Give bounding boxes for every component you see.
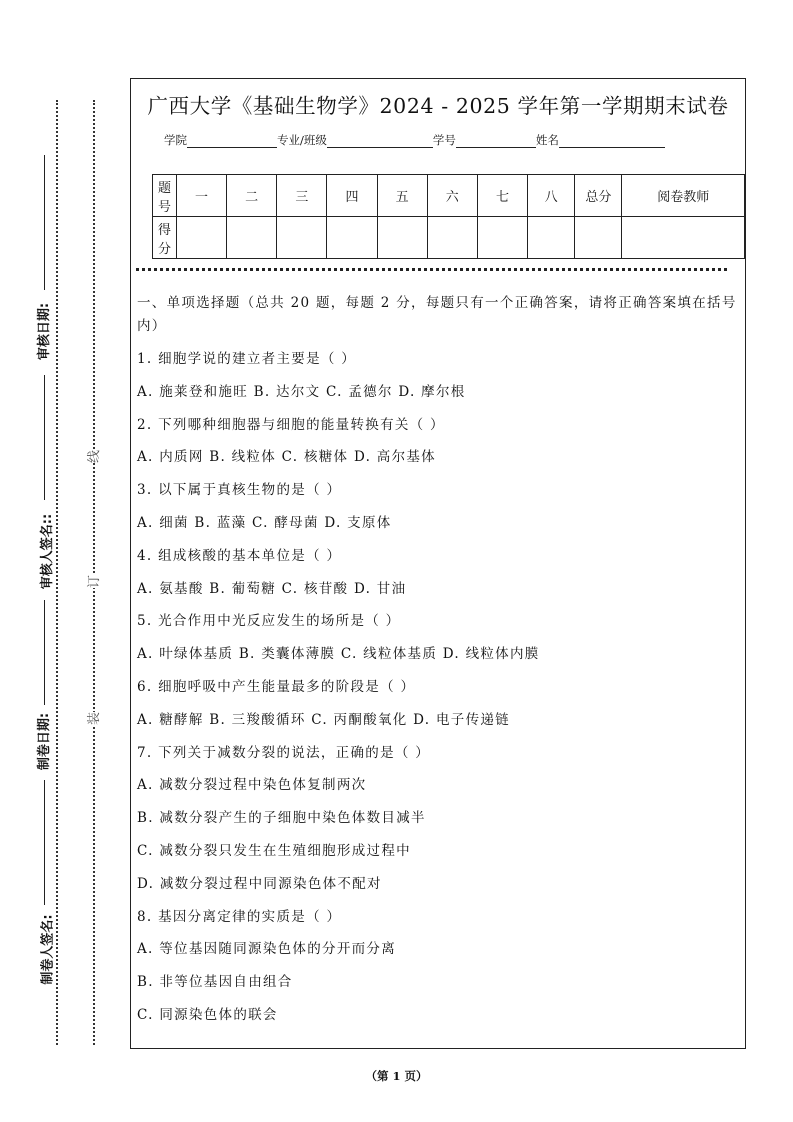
header-cell: 八 <box>528 175 575 217</box>
answer-option: A. 细菌 B. 蓝藻 C. 酵母菌 D. 支原体 <box>137 514 392 531</box>
make-date-label: 制卷日期: <box>37 712 53 771</box>
header-cell: 七 <box>477 175 527 217</box>
separator <box>136 268 727 271</box>
review-date-label: 审核日期: <box>37 302 53 361</box>
question-stem: 1. 细胞学说的建立者主要是（ ） <box>137 351 357 367</box>
score-cell[interactable] <box>176 217 226 259</box>
answer-option: B. 减数分裂产生的子细胞中染色体数目减半 <box>137 810 426 827</box>
header-cell: 一 <box>176 175 226 217</box>
header-cell: 五 <box>377 175 427 217</box>
major-field[interactable] <box>327 133 433 148</box>
binding-mark-line: 线 <box>83 450 102 463</box>
name-field[interactable] <box>559 133 665 148</box>
maker-signature-label: 制卷人签名: <box>40 914 56 985</box>
question-stem: 8. 基因分离定律的实质是（ ） <box>137 908 342 925</box>
question-stem: 6. 细胞呼吸中产生能量最多的阶段是（ ） <box>137 678 416 695</box>
answer-option: A. 糖酵解 B. 三羧酸循环 C. 丙酮酸氧化 D. 电子传递链 <box>137 711 510 728</box>
name-label: 姓名 <box>535 133 559 147</box>
college-label: 学院 <box>164 133 187 147</box>
header-cell: 阅卷教师 <box>622 175 745 217</box>
header-cell: 二 <box>227 175 277 217</box>
answer-option: D. 减数分裂过程中同源染色体不配对 <box>137 875 382 892</box>
score-cell[interactable] <box>377 217 427 259</box>
answer-option: A. 减数分裂过程中染色体复制两次 <box>137 777 367 794</box>
score-table <box>152 174 745 259</box>
header-cell: 题号 <box>153 175 177 217</box>
question-section <box>137 292 737 1032</box>
score-cell[interactable] <box>327 217 377 259</box>
answer-option: C. 减数分裂只发生在生殖细胞形成过程中 <box>137 842 411 859</box>
score-cell[interactable] <box>528 217 575 259</box>
header-cell: 六 <box>427 175 477 217</box>
answer-option: A. 叶绿体基质 B. 类囊体薄膜 C. 线粒体基质 D. 线粒体内膜 <box>137 646 540 663</box>
question-stem: 4. 组成核酸的基本单位是（ ） <box>137 547 342 564</box>
exam-title: 广西大学《基础生物学》2024 - 2025 学年第一学期期末试卷 <box>147 94 729 118</box>
college-field[interactable] <box>187 133 277 148</box>
binding-mark-order: 订 <box>83 575 102 588</box>
answer-option: A. 氨基酸 B. 葡萄糖 C. 核苷酸 D. 甘油 <box>137 580 407 597</box>
binding-dotted-line <box>93 100 95 1045</box>
score-cell[interactable] <box>575 217 622 259</box>
answer-option: C. 同源染色体的联会 <box>137 1006 278 1023</box>
score-cell[interactable] <box>227 217 277 259</box>
question-stem: 2. 下列哪种细胞器与细胞的能量转换有关（ ） <box>137 416 445 433</box>
question-stem: 7. 下列关于减数分裂的说法，正确的是（ ） <box>137 744 431 761</box>
score-cell[interactable] <box>477 217 527 259</box>
question-stem: 3. 以下属于真核生物的是（ ） <box>137 482 342 499</box>
signature-line <box>44 600 45 705</box>
answer-option: A. 施莱登和施旺 B. 达尔文 C. 孟德尔 D. 摩尔根 <box>137 383 466 400</box>
header-cell: 得分 <box>153 217 177 259</box>
binding-mark-bind: 装 <box>83 712 102 725</box>
score-cell[interactable] <box>427 217 477 259</box>
signature-line <box>44 780 45 905</box>
student-id-label: 学号 <box>432 133 456 147</box>
header-cell: 三 <box>277 175 327 217</box>
answer-option: B. 非等位基因自由组合 <box>137 974 293 991</box>
answer-option: A. 等位基因随同源染色体的分开而分离 <box>137 941 397 958</box>
score-cell[interactable] <box>622 217 745 259</box>
section-heading: 一、单项选择题（总共 20 题，每题 2 分，每题只有一个正确答案，请将正确答案填在括号内） <box>137 295 737 334</box>
question-stem: 5. 光合作用中光反应发生的场所是（ ） <box>137 613 401 630</box>
reviewer-signature-label: 审核人签名:: <box>40 513 56 590</box>
signature-line <box>44 375 45 500</box>
student-id-field[interactable] <box>456 133 536 148</box>
major-label: 专业/班级 <box>277 133 327 147</box>
student-info <box>164 132 665 148</box>
signature-line <box>44 155 45 290</box>
exam-frame <box>130 78 746 1049</box>
score-cell[interactable] <box>277 217 327 259</box>
answer-option: A. 内质网 B. 线粒体 C. 核糖体 D. 高尔基体 <box>137 449 436 466</box>
header-cell: 总分 <box>575 175 622 217</box>
page-number: （第 1 页） <box>365 1069 428 1083</box>
header-cell: 四 <box>327 175 377 217</box>
binding-dotted-line <box>56 100 58 1045</box>
